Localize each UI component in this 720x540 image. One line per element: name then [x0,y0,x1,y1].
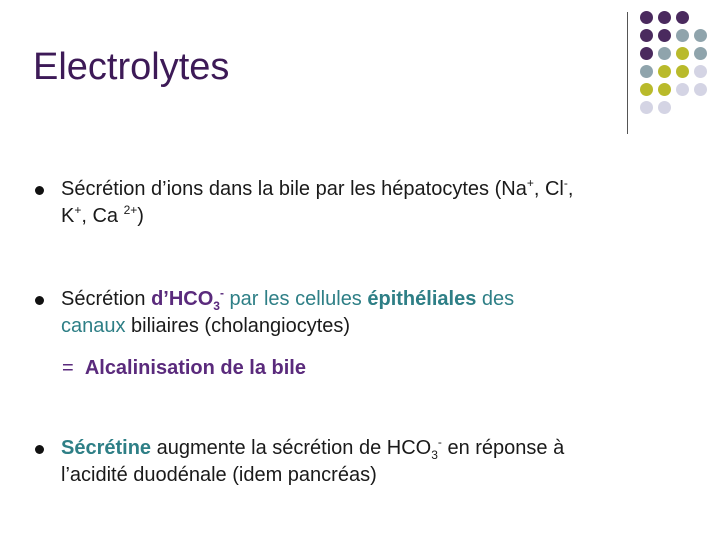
decorative-dot [658,29,671,42]
decorative-dot [640,11,653,24]
decorative-dot [640,101,653,114]
text-fragment: ) [137,205,144,227]
decorative-vertical-line [627,12,628,134]
subscript: 3 [431,448,438,462]
superscript: - [219,286,224,300]
text-fragment: K [61,205,75,227]
bullet-marker [35,296,44,305]
text-teal: canaux [61,315,126,337]
slide-title: Electrolytes [33,46,230,88]
decorative-dot [676,11,689,24]
text-fragment: en réponse à [441,437,565,459]
decorative-dot [640,83,653,96]
bullet-text-hco3 [61,286,701,340]
text-fragment: Sécrétion [61,288,152,310]
text-fragment: biliaires (cholangiocytes) [125,315,351,337]
text-fragment: , Ca [81,205,124,227]
text-fragment: , [567,178,574,200]
text-fragment: , Cl [533,178,564,200]
decorative-dot [694,47,707,60]
decorative-dot [658,65,671,78]
superscript: 2+ [123,203,138,217]
text-bold: d’HCO [151,288,214,310]
decorative-dot [658,83,671,96]
conclusion-text: Alcalinisation de la bile [84,357,306,379]
bullet-marker [35,445,44,454]
equals-symbol: = [62,357,74,379]
bullet-marker [35,186,44,195]
subscript: 3 [213,299,220,313]
decorative-dot [694,29,707,42]
decorative-dot [694,83,707,96]
text-teal: des [476,288,515,310]
conclusion-line [62,355,306,382]
text-fragment: Sécrétion d’ions dans la bile par les hépatocytes (Na [61,178,527,200]
text-fragment: l’acidité duodénale (idem pancréas) [61,464,377,486]
bullet-text-hepatocytes [61,176,701,230]
superscript: + [526,176,534,190]
text-bold-teal: Sécrétine [61,437,152,459]
text-teal: par les cellules [223,288,368,310]
superscript: - [437,435,442,449]
decorative-dot [658,11,671,24]
bullet-text-secretine [61,435,701,489]
decorative-dot [640,47,653,60]
decorative-dot [694,65,707,78]
superscript: - [563,176,568,190]
decorative-dot [676,83,689,96]
decorative-dot [676,29,689,42]
decorative-dot [658,47,671,60]
decorative-dot [676,65,689,78]
decorative-dot-grid [640,11,720,121]
text-bold-teal: épithéliales [367,288,477,310]
decorative-dot [640,65,653,78]
decorative-dot [658,101,671,114]
text-fragment: augmente la sécrétion de HCO [151,437,432,459]
decorative-dot [640,29,653,42]
decorative-dot [676,47,689,60]
superscript: + [74,203,82,217]
